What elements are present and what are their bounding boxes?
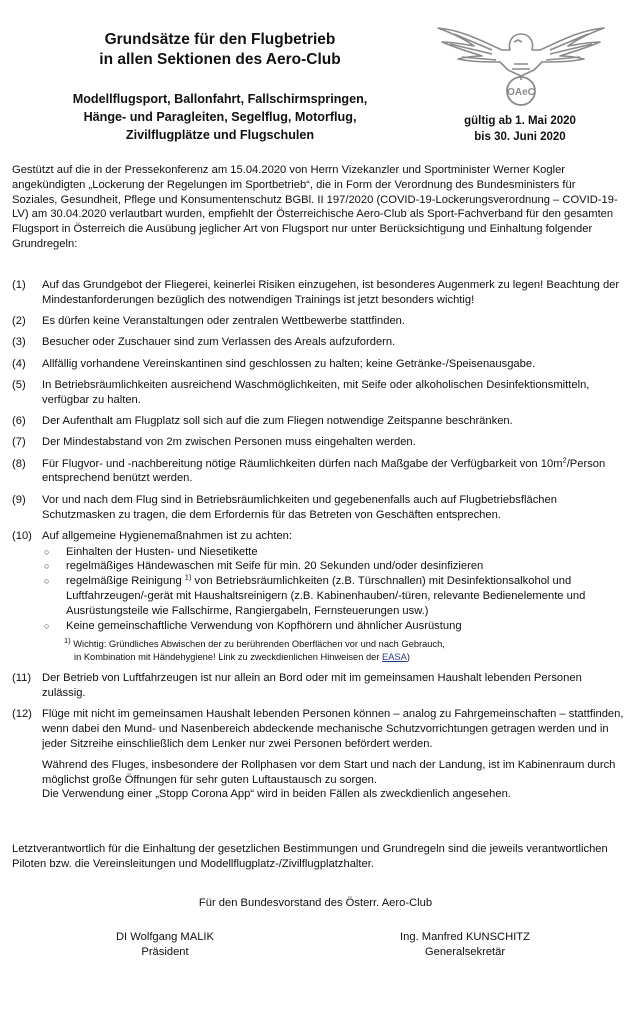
list-item-text-part: von Betriebsräumlichkeiten (z.B. Türschnallen) mit Desinfektionsalkohol und Luftfahrzeugen/-gerät mit Haushaltsreinigern (z.B. Kabinenhauben/-türen, relevante Bedienelemente und Ausrüstungsteile wie Fallschirme, Rangiergabeln, Fernsteuerungen usw.) [66,575,586,617]
circle-bullet-icon: ○ [44,561,50,572]
rule-item [12,335,624,350]
rule-text-part: Für Flugvor- und -nachbereitung nötige Räumlichkeiten dürfen nach Maßgabe der Verfügbarkeit von 10m [42,457,563,470]
list-item-text: Einhalten der Husten- und Niesetikette [66,545,258,558]
rule-number: (12) [12,708,32,721]
rule-item [12,414,624,429]
logo-text: OAeC [507,87,535,98]
list-item [42,559,624,574]
rule-number: (5) [12,378,26,391]
rule-number: (7) [12,436,26,449]
circle-bullet-icon: ○ [44,576,50,587]
rule-item [12,357,624,372]
rule-number: (2) [12,315,26,328]
rule-item [12,314,624,329]
rule-number: (6) [12,415,26,428]
rule-text: Auf das Grundgebot der Fliegerei, keinerlei Risiken einzugehen, ist besonderes Augenmerk zu legen! Beachtung der Mindestanforderungen bezüglich des notwendigen Trainings ist jetzt besonders wichtig! [42,279,620,306]
hygiene-list [42,545,624,634]
signatory-name: Ing. Manfred KUNSCHITZ [400,931,530,943]
board-line: Für den Bundesvorstand des Österr. Aero-Club [198,897,433,909]
rule-number: (9) [12,493,26,506]
rule-text: Der Aufenthalt am Flugplatz soll sich auf die zum Fliegen notwendige Zeitspanne beschränken. [42,415,513,428]
rule-text: Vor und nach dem Flug sind in Betriebsräumlichkeiten und gegebenenfalls auch auf Flugbetriebsflächen Schutzmasken zu tragen, die dem Erfordernis für das Betreten von Geschäften entsprechen. [42,493,557,521]
signatory-president [55,930,275,960]
validity-period [425,113,615,145]
rule-item [12,278,624,308]
rule-text: Der Mindestabstand von 2m zwischen Personen muss eingehalten werden. [42,436,416,449]
signatory-name: DI Wolfgang MALIK [115,931,215,943]
rule-text: Der Betrieb von Luftfahrzeugen ist nur allein an Bord oder mit im gemeinsamen Haushalt lebenden Personen zulässig. [42,672,582,700]
rule-heading: Auf allgemeine Hygienemaßnahmen ist zu achten: [42,529,292,542]
footnote [64,638,624,662]
rule-number: (10) [12,529,32,542]
subtitle-line-1: Modellflugsport, Ballonfahrt, Fallschirmspringen, [72,92,368,106]
rule-text [42,529,624,665]
rule-text: Es dürfen keine Veranstaltungen oder zentralen Wettbewerbe stattfinden. [42,315,405,328]
rule-text [42,707,624,802]
eagle-logo-icon [432,20,610,108]
rule-number: (3) [12,336,26,349]
footnote-line-1 [64,638,624,650]
superscript: 2 [562,454,567,464]
document-title [30,30,410,70]
list-item-text: Keine gemeinschaftliche Verwendung von Kopfhörern und ähnlicher Ausrüstung [66,619,462,632]
footnote-marker: 1) [64,636,71,646]
rule-text: Besucher oder Zuschauer sind zum Verlassen des Areals aufzufordern. [42,336,396,349]
rule-text-part: /Person entsprechend benützt werden. [42,457,606,485]
rule-item [12,493,624,523]
rule-paragraph: Die Verwendung einer „Stopp Corona App“ wird in beiden Fällen als zweckdienlich angesehen. [42,788,511,801]
footnote-ref: 1) [184,572,192,582]
list-item-text-part: regelmäßige Reinigung [66,575,182,588]
easa-link[interactable]: EASA [382,651,407,662]
valid-from: gültig ab 1. Mai 2020 [464,115,576,127]
rule-item [12,378,624,408]
signatory-role: Präsident [141,946,189,958]
subtitle-line-2: Hänge- und Paragleiten, Segelflug, Motorflug, [83,110,357,124]
rule-number: (11) [12,672,32,685]
signatory-secretary [355,930,575,960]
rule-item [12,707,624,802]
rule-number: (8) [12,457,26,470]
rule-text: Allfällig vorhandene Vereinskantinen sind geschlossen zu halten; keine Getränke-/Speisenausgabe. [42,357,536,370]
rule-item [12,435,624,450]
rule-number: (1) [12,279,26,291]
rule-item [12,529,624,665]
rule-paragraph: Während des Fluges, insbesondere der Rollphasen vor dem Start und nach der Landung, ist im Kabinenraum durch möglichst große Öffnungen für sehr guten Luftaustausch zu sorgen. [42,758,616,786]
rule-item [12,454,624,487]
footnote-text: Wichtig: Gründliches Abwischen der zu berührenden Oberflächen vor und nach Gebrauch, [70,639,445,650]
rule-text [42,454,624,487]
title-line-2: in allen Sektionen des Aero-Club [99,51,341,68]
document-subtitle [30,90,410,144]
closing-paragraph: Letztverantwortlich für die Einhaltung der gesetzlichen Bestimmungen und Grundregeln sind die jeweils verantwortlichen Piloten bzw. die Vereinsleitungen und Modellflugplatz-/Zivilflugplatzhalter. [12,843,608,870]
footnote-line-2 [64,651,624,663]
list-item [42,619,624,634]
rule-item [12,671,624,701]
list-item-text: regelmäßiges Händewaschen mit Seife für min. 20 Sekunden und/oder desinfizieren [66,560,484,573]
rule-paragraph: Flüge mit nicht im gemeinsamen Haushalt lebenden Personen können – analog zu Fahrgemeinschaften – stattfinden, wenn dabei den Mund- und Nasenbereich abdeckende mechanische Schutzvorrichtungen getragen werden und in jeder Sitzreihe einschließlich dem Lenker nur zwei Personen befördert werden. [42,708,624,751]
signatory-role: Generalsekretär [424,946,506,958]
rule-number: (4) [12,357,26,370]
intro-paragraph: Gestützt auf die in der Pressekonferenz am 15.04.2020 von Herrn Vizekanzler und Sportminister Werner Kogler angekündigten „Lockerung der Regelungen im Sportbetrieb“, die in Form der Verordnung des Bundesministers für Soziales, Gesundheit, Pflege und Konsumentenschutz BGBl. II 197/2020 (COVID-19-Lockerungsverordnung – COVID-19-LV) am 30.04.2020 verlautbart wurden, empfiehlt der Österreichische Aero-Club als Sport-Fachverband für den gesamten Flugsport in Österreich die Ausübung jeglicher Art von Flugsport nur unter Berücksichtigung und Einhaltung folgender Grundregeln: [12,164,618,250]
valid-until: bis 30. Juni 2020 [474,131,566,143]
list-item [42,574,624,618]
list-item [42,545,624,560]
footnote-text: in Kombination mit Händehygiene! Link zu zweckdienlichen Hinweisen der [74,651,383,662]
subtitle-line-3: Zivilflugplätze und Flugschulen [125,128,315,142]
circle-bullet-icon: ○ [44,546,50,557]
circle-bullet-icon: ○ [44,620,50,631]
rule-text: In Betriebsräumlichkeiten ausreichend Waschmöglichkeiten, mit Seife oder alkoholischen Desinfektionsmitteln, verfügbar zu halten. [42,378,590,406]
title-line-1: Grundsätze für den Flugbetrieb [104,31,336,48]
list-item-text [66,574,624,618]
footnote-text: ) [406,651,410,662]
rules-list [12,278,624,809]
